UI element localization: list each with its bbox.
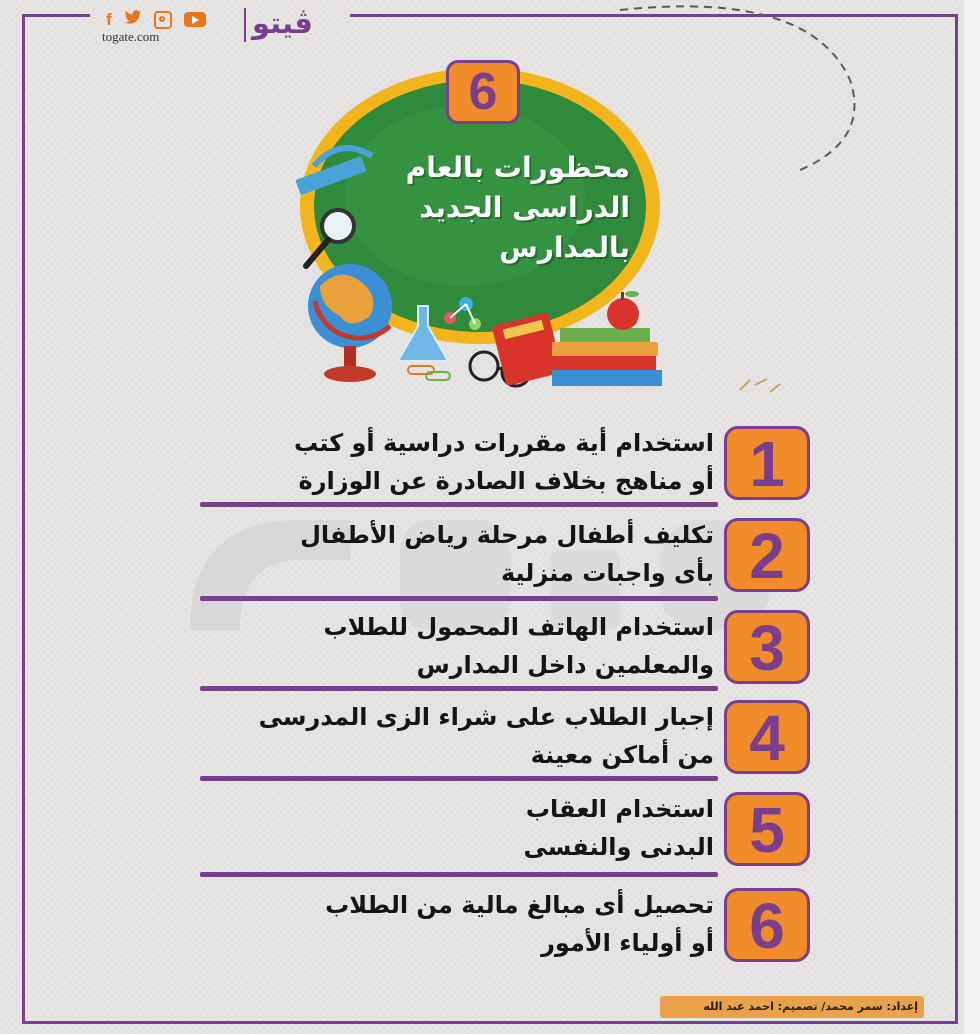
item-text-line-1: استخدام الهاتف المحمول للطلاب [323, 613, 714, 641]
list-item [200, 426, 810, 506]
item-text-line-2: أو مناهج بخلاف الصادرة عن الوزارة [298, 467, 714, 495]
item-text-line-2: البدنى والنفسى [523, 833, 714, 861]
item-number-badge: 3 [724, 610, 810, 684]
item-text [214, 698, 714, 774]
item-separator [200, 776, 718, 781]
item-text-line-1: إجبار الطلاب على شراء الزى المدرسى [258, 703, 714, 731]
list-item [200, 610, 810, 690]
item-separator [200, 686, 718, 691]
item-text-line-1: استخدام أية مقررات دراسية أو كتب [293, 429, 714, 457]
item-separator [200, 502, 718, 507]
twitter-icon[interactable] [124, 10, 142, 29]
item-text-line-1: تكليف أطفال مرحلة رياض الأطفال [300, 521, 714, 549]
item-number-badge: 1 [724, 426, 810, 500]
hero-chalkboard [290, 56, 670, 396]
item-text [214, 608, 714, 684]
hero-title-line-2: الدراسى الجديد [419, 191, 630, 224]
site-url[interactable]: togate.com [102, 29, 160, 44]
header-bar [96, 2, 356, 46]
frame-top-border [22, 14, 90, 17]
list-item [200, 518, 810, 598]
item-number-badge: 2 [724, 518, 810, 592]
list-item [200, 888, 810, 968]
item-text [214, 424, 714, 500]
books-icon [492, 312, 662, 386]
right-edge-strip [964, 0, 980, 1034]
frame-right-border [955, 14, 958, 1024]
item-number-badge: 6 [724, 888, 810, 962]
doodle-sparkle [700, 360, 820, 420]
item-separator [200, 872, 718, 877]
instagram-icon[interactable] [154, 11, 172, 29]
item-text-line-1: استخدام العقاب [525, 795, 714, 823]
item-text-line-2: أو أولياء الأمور [541, 929, 714, 957]
frame-bottom-border [22, 1021, 958, 1024]
hero-title-line-3: بالمدارس [499, 231, 630, 264]
list-item [200, 700, 810, 780]
social-icons [106, 10, 206, 29]
hero-count-badge: 6 [446, 60, 520, 124]
frame-left-border [22, 14, 25, 1024]
hero-title [310, 148, 630, 268]
credits-bar: إعداد: سمر محمد/ تصميم: احمد عبد الله [660, 996, 924, 1018]
item-text-line-2: من أماكن معينة [530, 741, 714, 769]
item-number-badge: 5 [724, 792, 810, 866]
header-divider [244, 8, 246, 42]
brand-logo[interactable]: ڤيتو [252, 6, 313, 40]
item-text [214, 886, 714, 962]
item-separator [200, 596, 718, 601]
globe-icon [308, 264, 392, 382]
facebook-icon[interactable]: f [106, 9, 112, 29]
item-text [214, 790, 714, 866]
item-text [214, 516, 714, 592]
item-text-line-2: بأى واجبات منزلية [500, 559, 714, 587]
list-item [200, 792, 810, 872]
paperclip-icon [408, 366, 450, 380]
youtube-icon[interactable] [184, 12, 206, 27]
item-number-badge: 4 [724, 700, 810, 774]
hero-title-line-1: محظورات بالعام [405, 151, 630, 184]
item-text-line-1: تحصيل أى مبالغ مالية من الطلاب [325, 891, 714, 919]
item-text-line-2: والمعلمين داخل المدارس [416, 651, 714, 679]
